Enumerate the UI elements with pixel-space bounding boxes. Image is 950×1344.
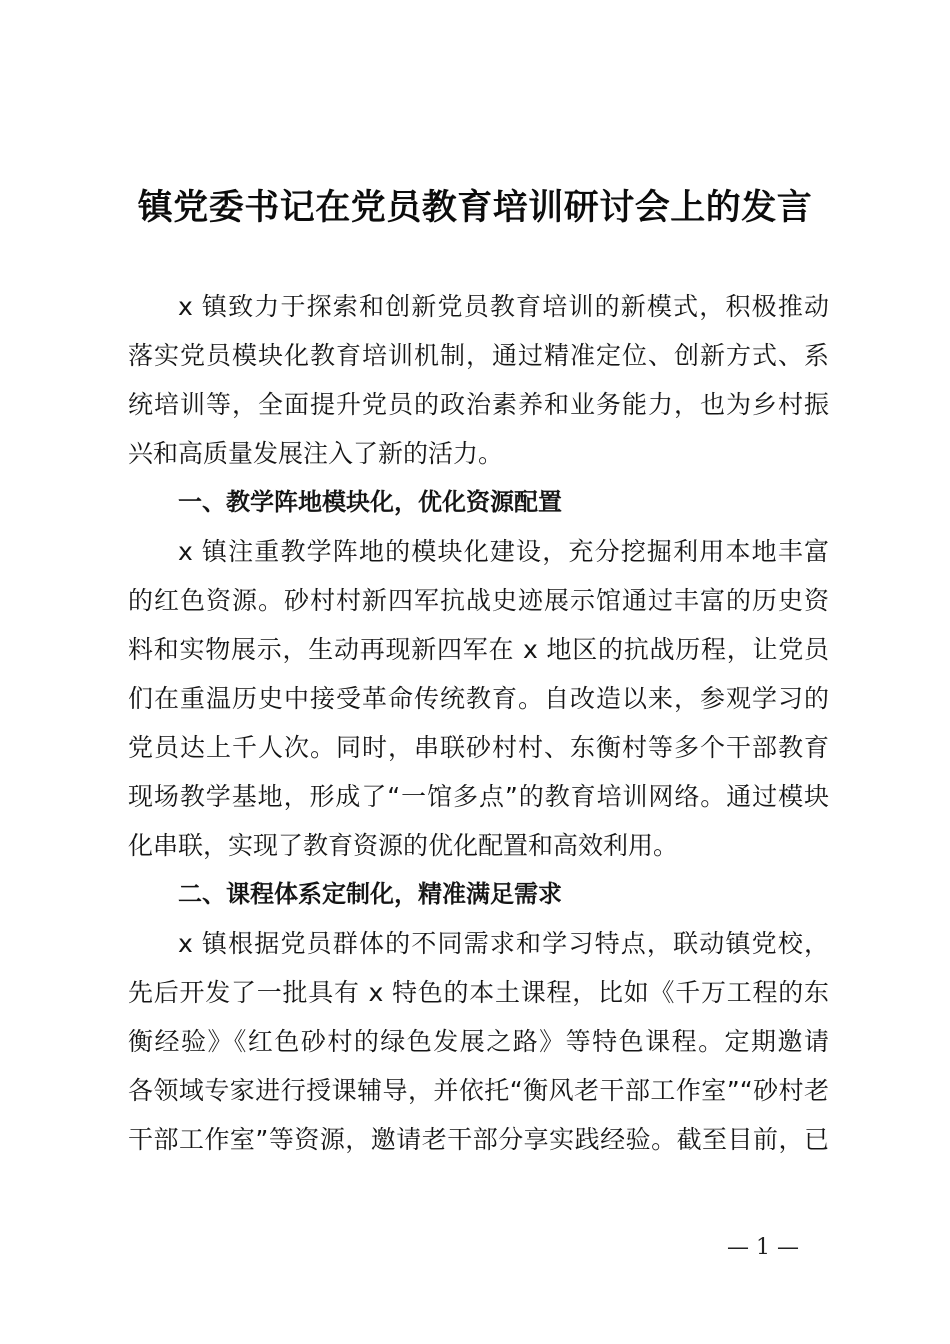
document-body xyxy=(128,282,829,1164)
paragraph-line: 统培训等，全面提升党员的政治素养和业务能力，也为乡村振 xyxy=(128,390,829,419)
paragraph-line: x 镇根据党员群体的不同需求和学习特点，联动镇党校， xyxy=(178,929,829,958)
paragraph-line: 兴和高质量发展注入了新的活力。 xyxy=(128,439,504,468)
paragraph-line: 党员达上千人次。同时，串联砂村村、东衡村等多个干部教育 xyxy=(128,733,829,762)
section-heading: 二、课程体系定制化，精准满足需求 xyxy=(178,880,562,908)
paragraph-line: 料和实物展示，生动再现新四军在 x 地区的抗战历程，让党员 xyxy=(128,635,829,664)
paragraph xyxy=(128,527,829,870)
paragraph-line: 们在重温历史中接受革命传统教育。自改造以来，参观学习的 xyxy=(128,684,829,713)
document-title: 镇党委书记在党员教育培训研讨会上的发言 xyxy=(137,188,813,228)
paragraph-line: 干部工作室”等资源，邀请老干部分享实践经验。截至目前，已 xyxy=(128,1125,829,1154)
paragraph-line: x 镇注重教学阵地的模块化建设，充分挖掘利用本地丰富 xyxy=(178,537,829,566)
page-number: — 1 — xyxy=(727,1235,799,1260)
paragraph-line: x 镇致力于探索和创新党员教育培训的新模式，积极推动 xyxy=(178,292,829,321)
paragraph-line: 各领域专家进行授课辅导，并依托“衡风老干部工作室”“砂村老 xyxy=(128,1076,829,1105)
paragraph-line: 衡经验》《红色砂村的绿色发展之路》等特色课程。定期邀请 xyxy=(128,1027,829,1056)
paragraph-line: 化串联，实现了教育资源的优化配置和高效利用。 xyxy=(128,831,679,860)
paragraph-line: 落实党员模块化教育培训机制，通过精准定位、创新方式、系 xyxy=(128,341,829,370)
paragraph xyxy=(128,919,829,1164)
paragraph-line: 先后开发了一批具有 x 特色的本土课程，比如《千万工程的东 xyxy=(128,978,829,1007)
paragraph-line: 的红色资源。砂村村新四军抗战史迹展示馆通过丰富的历史资 xyxy=(128,586,829,615)
section-heading: 一、教学阵地模块化，优化资源配置 xyxy=(178,488,562,516)
paragraph-line: 现场教学基地，形成了“一馆多点”的教育培训网络。通过模块 xyxy=(128,782,829,811)
paragraph xyxy=(128,282,829,478)
